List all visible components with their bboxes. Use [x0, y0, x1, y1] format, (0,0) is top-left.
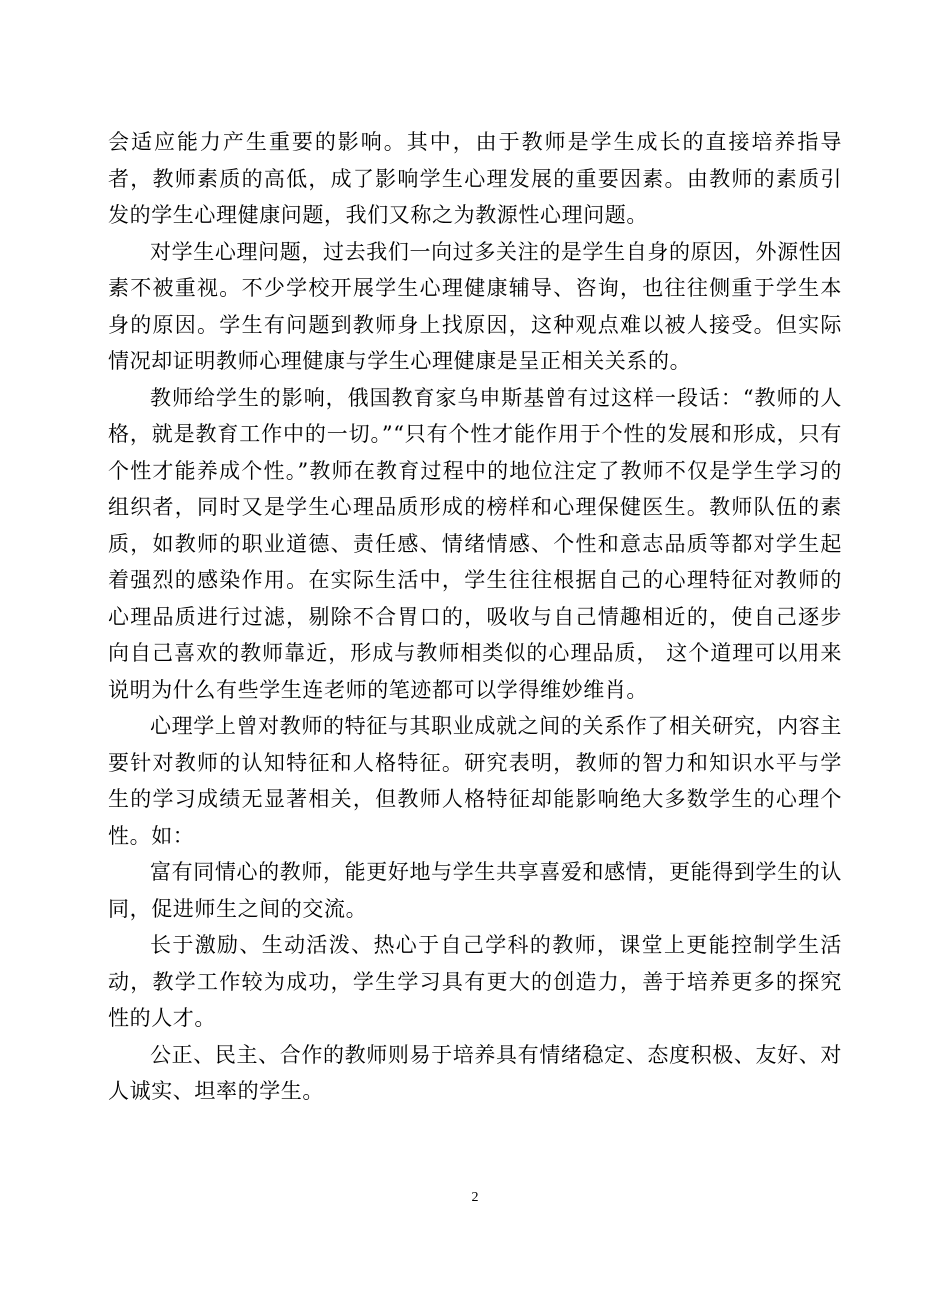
paragraph-6: 长于激励、生动活泼、热心于自己学科的教师，课堂上更能控制学生活动，教学工作较为成功，学生学习具有更大的创造力，善于培养更多的探究性的人才。: [108, 933, 842, 1030]
page-number: 2: [471, 1190, 479, 1205]
paragraph-7: 公正、民主、合作的教师则易于培养具有情绪稳定、态度积极、友好、对人诚实、坦率的学生。: [108, 1042, 842, 1103]
paragraph-3: 教师给学生的影响，俄国教育家乌申斯基曾有过这样一段话：“教师的人格，就是教育工作中的一切。”“只有个性才能作用于个性的发展和形成，只有个性才能养成个性。”教师在教育过程中的地位注定了教师不仅是学生学习的组织者，同时又是学生心理品质形成的榜样和心理保健医生。教师队伍的素质，如教师的职业道德、责任感、情绪情感、个性和意志品质等都对学生起着强烈的感染作用。在实际生活中，学生往往根据自己的心理特征对教师的心理品质进行过滤，剔除不合胃口的，吸收与自己情趣相近的，使自己逐步向自己喜欢的教师靠近，形成与教师相类似的心理品质， 这个道理可以用来说明为什么有些学生连老师的笔迹都可以学得维妙维肖。: [108, 385, 842, 702]
body-text: [108, 124, 842, 1110]
paragraph-2: 对学生心理问题，过去我们一向过多关注的是学生自身的原因，外源性因素不被重视。不少学校开展学生心理健康辅导、咨询，也往往侧重于学生本身的原因。学生有问题到教师身上找原因，这种观点难以被人接受。但实际情况却证明教师心理健康与学生心理健康是呈正相关关系的。: [108, 239, 842, 373]
paragraph-1: 会适应能力产生重要的影响。其中，由于教师是学生成长的直接培养指导者，教师素质的高低，成了影响学生心理发展的重要因素。由教师的素质引发的学生心理健康问题，我们又称之为教源性心理问题。: [108, 130, 842, 227]
paragraph-5: 富有同情心的教师，能更好地与学生共享喜爱和感情，更能得到学生的认同，促进师生之间的交流。: [108, 860, 842, 921]
paragraph-4: 心理学上曾对教师的特征与其职业成就之间的关系作了相关研究，内容主要针对教师的认知特征和人格特征。研究表明，教师的智力和知识水平与学生的学习成绩无显著相关，但教师人格特征却能影响绝大多数学生的心理个性。如：: [108, 714, 842, 848]
